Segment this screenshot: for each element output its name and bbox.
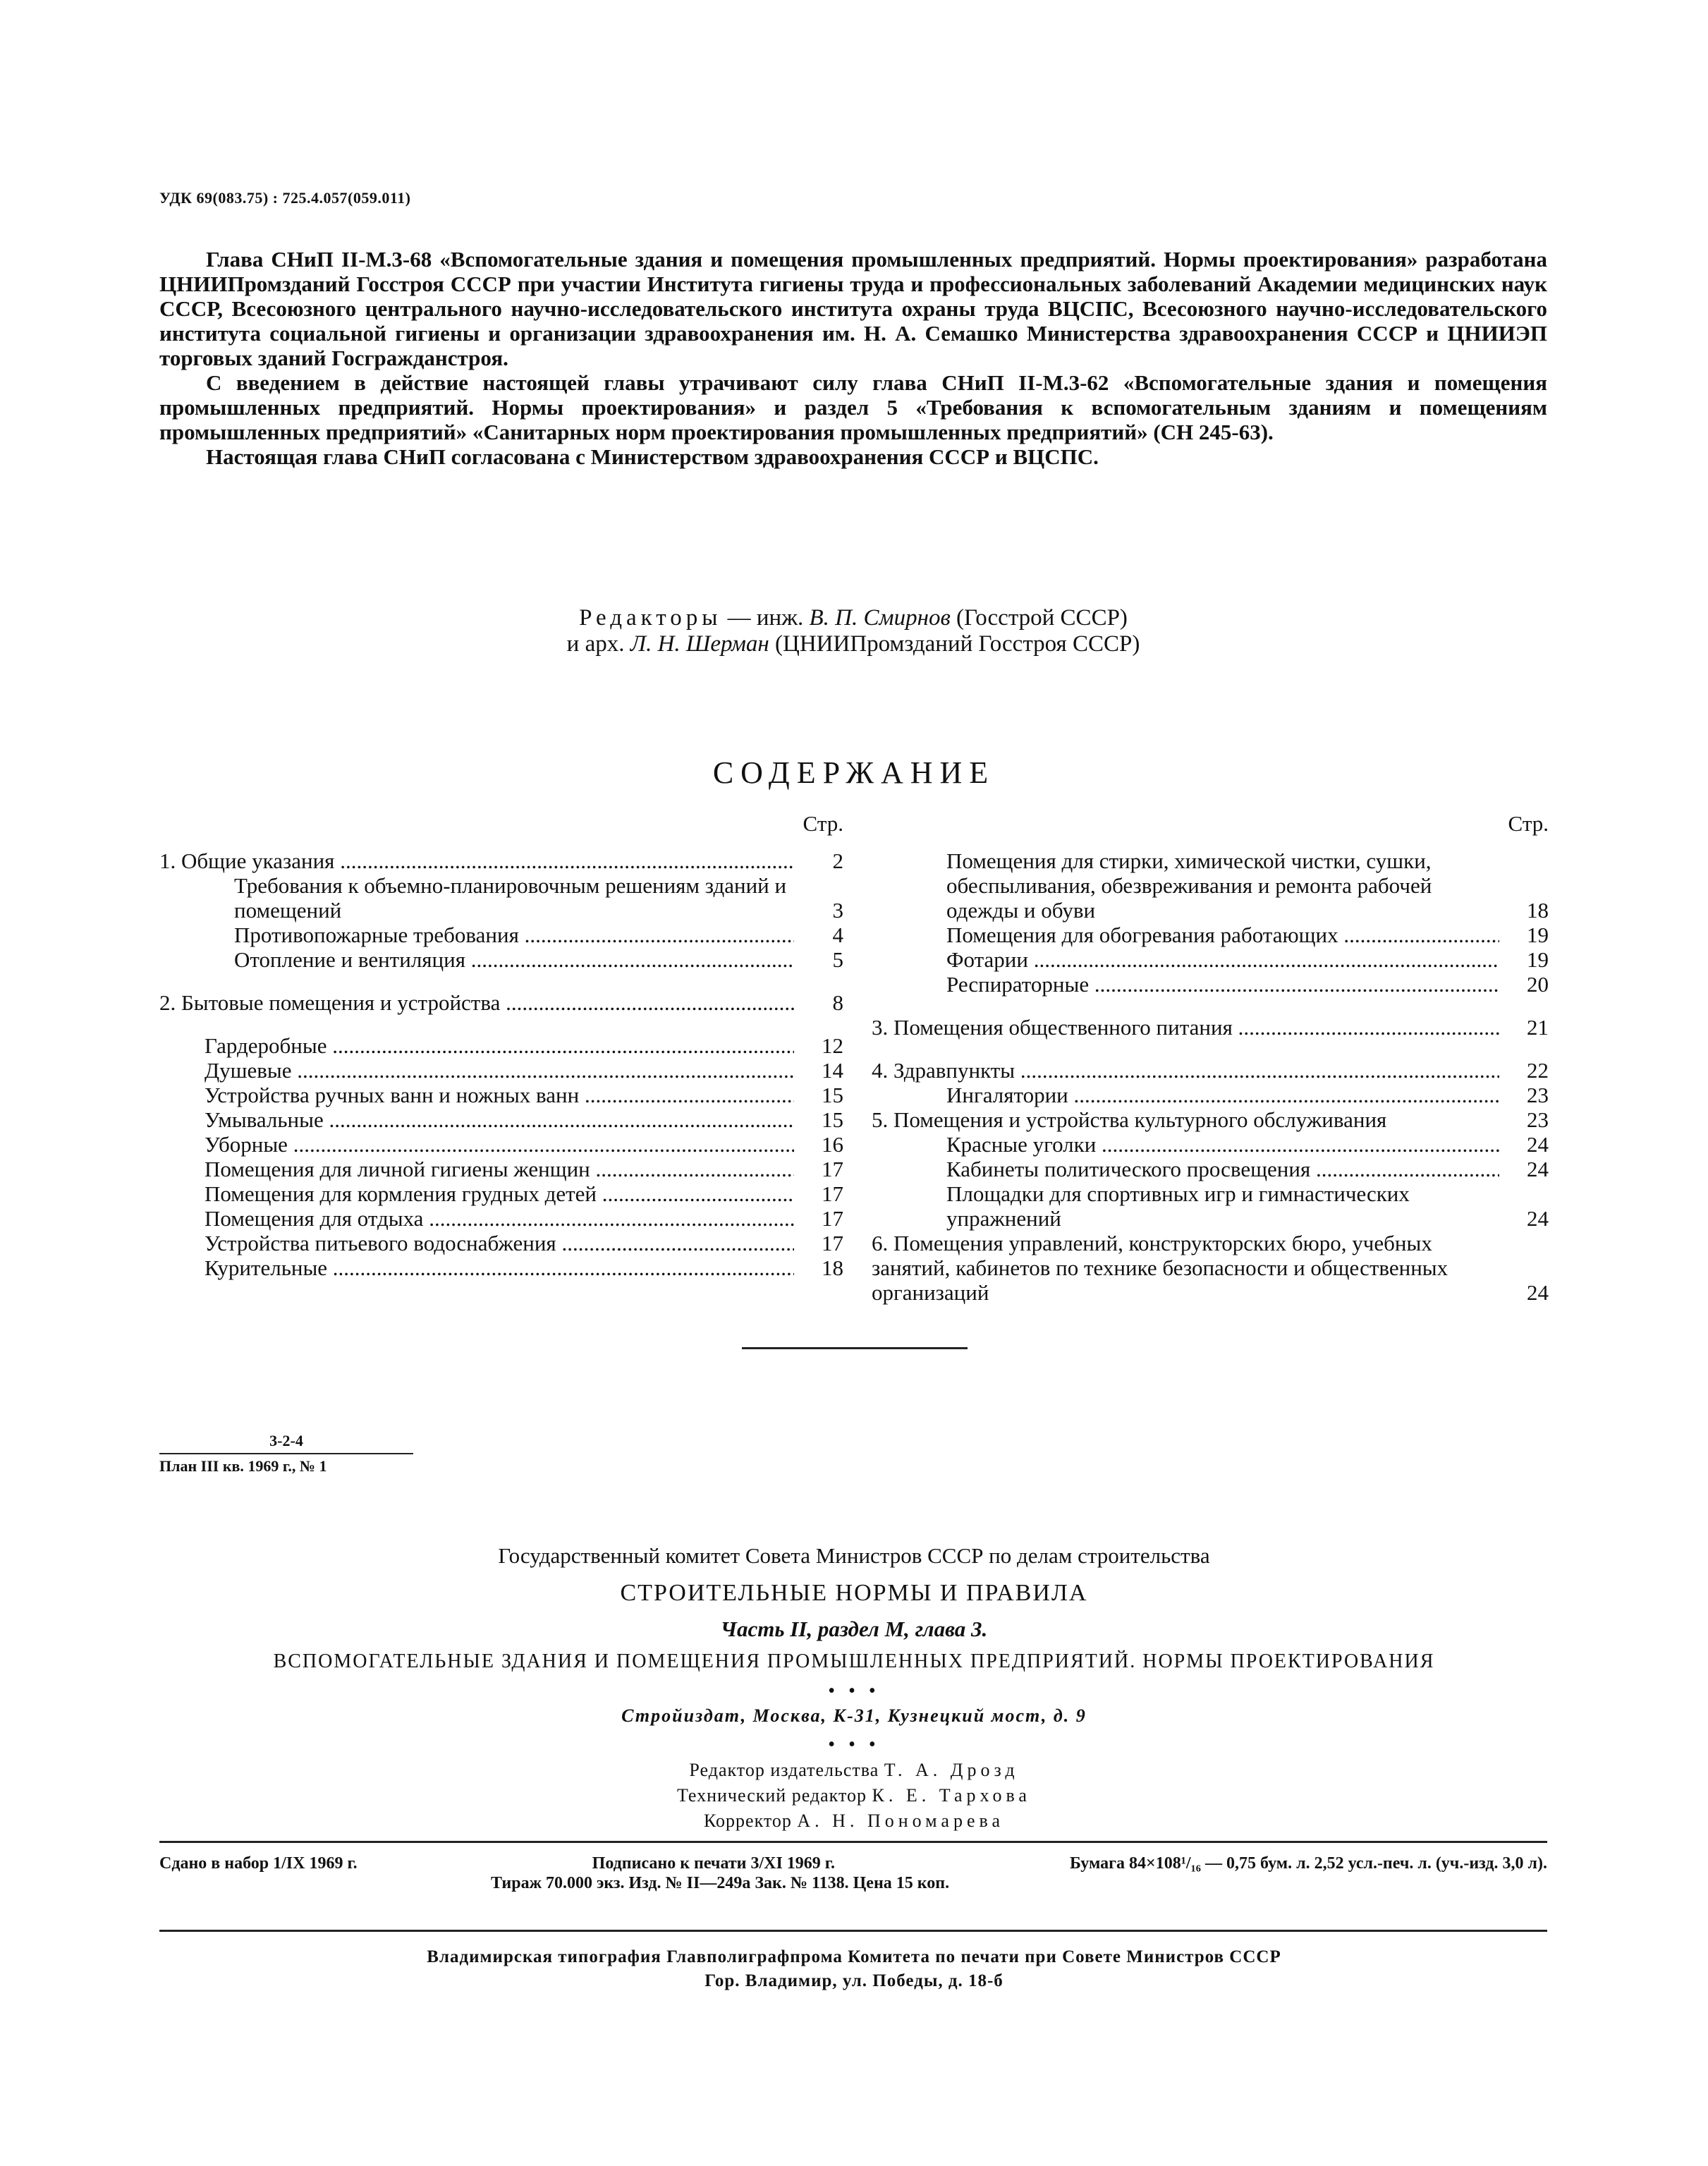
editor-name-1: В. П. Смирнов xyxy=(809,605,951,631)
editors-label: Редакторы xyxy=(579,605,722,631)
imprint-bottom-rule xyxy=(159,1930,1547,1932)
separator-dots: • • • xyxy=(828,1680,880,1702)
toc-entry: Требования к объемно-планировочным решениям зданий и помещений 3 xyxy=(234,873,843,923)
udk-code: УДК 69(083.75) : 725.4.057(059.011) xyxy=(159,189,411,207)
intro-text xyxy=(159,247,1547,469)
toc-entry: Помещения для обогревания работающих ..... 19 xyxy=(872,923,1549,947)
part-label: Часть II, раздел М, глава 3. xyxy=(720,1617,988,1641)
intro-paragraph-2: С введением в действие настоящей главы утрачивают силу глава СНиП II-М.3-62 «Вспомогательные здания и помещения промышленных предприятий. Нормы проектирования» и раздел 5 «Требования к вспомогательным зданиям и помещениям промышленных предприятий» «Санитарных норм проектирования промышленных предприятий» (СН 245-63). xyxy=(159,370,1547,444)
plan-block xyxy=(159,1432,413,1476)
toc-entry: Помещения для личной гигиены женщин ..... 17 xyxy=(159,1157,843,1181)
editor-name-2: Л. Н. Шерман xyxy=(630,631,769,657)
toc-entry: Душевые ..... 14 xyxy=(159,1058,843,1083)
editors-prefix-2: и арх. xyxy=(566,631,625,657)
editors-block xyxy=(395,605,1312,657)
section-divider xyxy=(742,1347,968,1349)
tech-editor-name: К. Е. Тархова xyxy=(872,1785,1031,1806)
printing-line-1: Владимирская типография Главполиграфпрома Комитета по печати при Совете Министров СССР xyxy=(427,1947,1281,1966)
imprint-top-rule xyxy=(159,1841,1547,1843)
publisher-address: Стройиздат, Москва, К-31, Кузнецкий мост, д. 9 xyxy=(621,1705,1087,1726)
corrector-name: А. Н. Пономарева xyxy=(797,1811,1004,1831)
imprint-block xyxy=(159,1854,1547,1893)
toc-page-header-left: Стр. xyxy=(803,811,843,836)
toc-entry: Противопожарные требования ..... 4 xyxy=(159,923,843,947)
corrector-label: Корректор xyxy=(704,1811,792,1831)
toc-entry: Помещения для кормления грудных детей ..... 17 xyxy=(159,1181,843,1206)
toc-left-column xyxy=(159,811,843,1280)
editors-dash: — инж. xyxy=(727,605,804,631)
toc-entry: Фотарии ..... 19 xyxy=(872,947,1549,972)
plan-text: План III кв. 1969 г., № 1 xyxy=(159,1457,327,1475)
tech-editor-label: Технический редактор xyxy=(677,1785,867,1806)
toc-entry: Красные уголки ..... 24 xyxy=(872,1132,1549,1157)
toc-entry: Кабинеты политического просвещения ..... 24 xyxy=(872,1157,1549,1181)
toc-entry: Курительные ..... 18 xyxy=(159,1255,843,1280)
imprint-paper: Бумага 84×108¹/₁₆ — 0,75 бум. л. 2,52 усл.-печ. л. (уч.-изд. 3,0 л). xyxy=(1070,1854,1547,1873)
plan-code: 3-2-4 xyxy=(159,1432,413,1454)
toc-entry: 4. Здравпункты ..... 22 xyxy=(872,1058,1549,1083)
toc-entry: Отопление и вентиляция ..... 5 xyxy=(159,947,843,972)
toc-entry: 6. Помещения управлений, конструкторских бюро, учебных занятий, кабинетов по технике безопасности и общественных организаций 24 xyxy=(872,1231,1549,1305)
toc-entry: Помещения для стирки, химической чистки, сушки, обеспыливания, обезвреживания и ремонта рабочей одежды и обуви 18 xyxy=(946,848,1549,923)
imprint-run: Тираж 70.000 экз. Изд. № II—249а Зак. № 1138. Цена 15 коп. xyxy=(491,1874,950,1892)
document-title: ВСПОМОГАТЕЛЬНЫЕ ЗДАНИЯ И ПОМЕЩЕНИЯ ПРОМЫШЛЕННЫХ ПРЕДПРИЯТИЙ. НОРМЫ ПРОЕКТИРОВАНИЯ xyxy=(273,1650,1435,1672)
toc-entry: Устройства ручных ванн и ножных ванн ..... 15 xyxy=(159,1083,843,1107)
toc-entry: Уборные ..... 16 xyxy=(159,1132,843,1157)
imprint-signed: Подписано к печати 3/XI 1969 г. xyxy=(592,1854,835,1873)
series-title: СТРОИТЕЛЬНЫЕ НОРМЫ И ПРАВИЛА xyxy=(620,1580,1088,1606)
toc-entry: 1. Общие указания ..... 2 xyxy=(159,848,843,873)
toc-entry: 5. Помещения и устройства культурного обслуживания 23 xyxy=(872,1107,1549,1132)
toc-entry: Площадки для спортивных игр и гимнастических упражнений 24 xyxy=(946,1181,1549,1231)
printing-house xyxy=(0,1945,1708,1993)
toc-entry: Респираторные ..... 20 xyxy=(872,972,1549,997)
toc-entry: Ингалятории ..... 23 xyxy=(872,1083,1549,1107)
toc-entry: Устройства питьевого водоснабжения ..... 17 xyxy=(159,1231,843,1255)
printing-line-2: Гор. Владимир, ул. Победы, д. 18-б xyxy=(704,1971,1004,1990)
intro-paragraph-3: Настоящая глава СНиП согласована с Министерством здравоохранения СССР и ВЦСПС. xyxy=(206,444,1099,469)
committee-name: Государственный комитет Совета Министров СССР по делам строительства xyxy=(498,1543,1210,1568)
toc-entry: Умывальные ..... 15 xyxy=(159,1107,843,1132)
separator-dots: • • • xyxy=(828,1734,880,1756)
staff-credits xyxy=(0,1758,1708,1834)
imprint-sent: Сдано в набор 1/IX 1969 г. xyxy=(159,1854,358,1873)
toc-entry: Гардеробные ..... 12 xyxy=(159,1033,843,1058)
toc-title: СОДЕРЖАНИЕ xyxy=(712,755,996,790)
editor-org-1: (Госстрой СССР) xyxy=(956,605,1128,631)
toc-entry: Помещения для отдыха ..... 17 xyxy=(159,1206,843,1231)
editor-name: Т. А. Дрозд xyxy=(884,1760,1019,1780)
toc-entry: 2. Бытовые помещения и устройства ..... 8 xyxy=(159,990,843,1015)
intro-paragraph-1: Глава СНиП II-М.3-68 «Вспомогательные здания и помещения промышленных предприятий. Нормы проектирования» разработана ЦНИИПромзданий Госстроя СССР при участии Института гигиены труда и профессиональных заболеваний Академии медицинских наук СССР, Всесоюзного центрального научно-исследовательского института охраны труда ВЦСПС, Всесоюзного научно-исследовательского института социальной гигиены и организации здравоохранения им. Н. А. Семашко Министерства здравоохранения СССР и ЦНИИЭП торговых зданий Госгражданстроя. xyxy=(159,247,1547,370)
toc-entry: 3. Помещения общественного питания ..... 21 xyxy=(872,1015,1549,1040)
editor-label: Редактор издательства xyxy=(689,1760,879,1780)
toc-right-column xyxy=(872,811,1549,1305)
editor-org-2: (ЦНИИПромзданий Госстроя СССР) xyxy=(775,631,1140,657)
toc-page-header-right: Стр. xyxy=(1508,811,1549,836)
